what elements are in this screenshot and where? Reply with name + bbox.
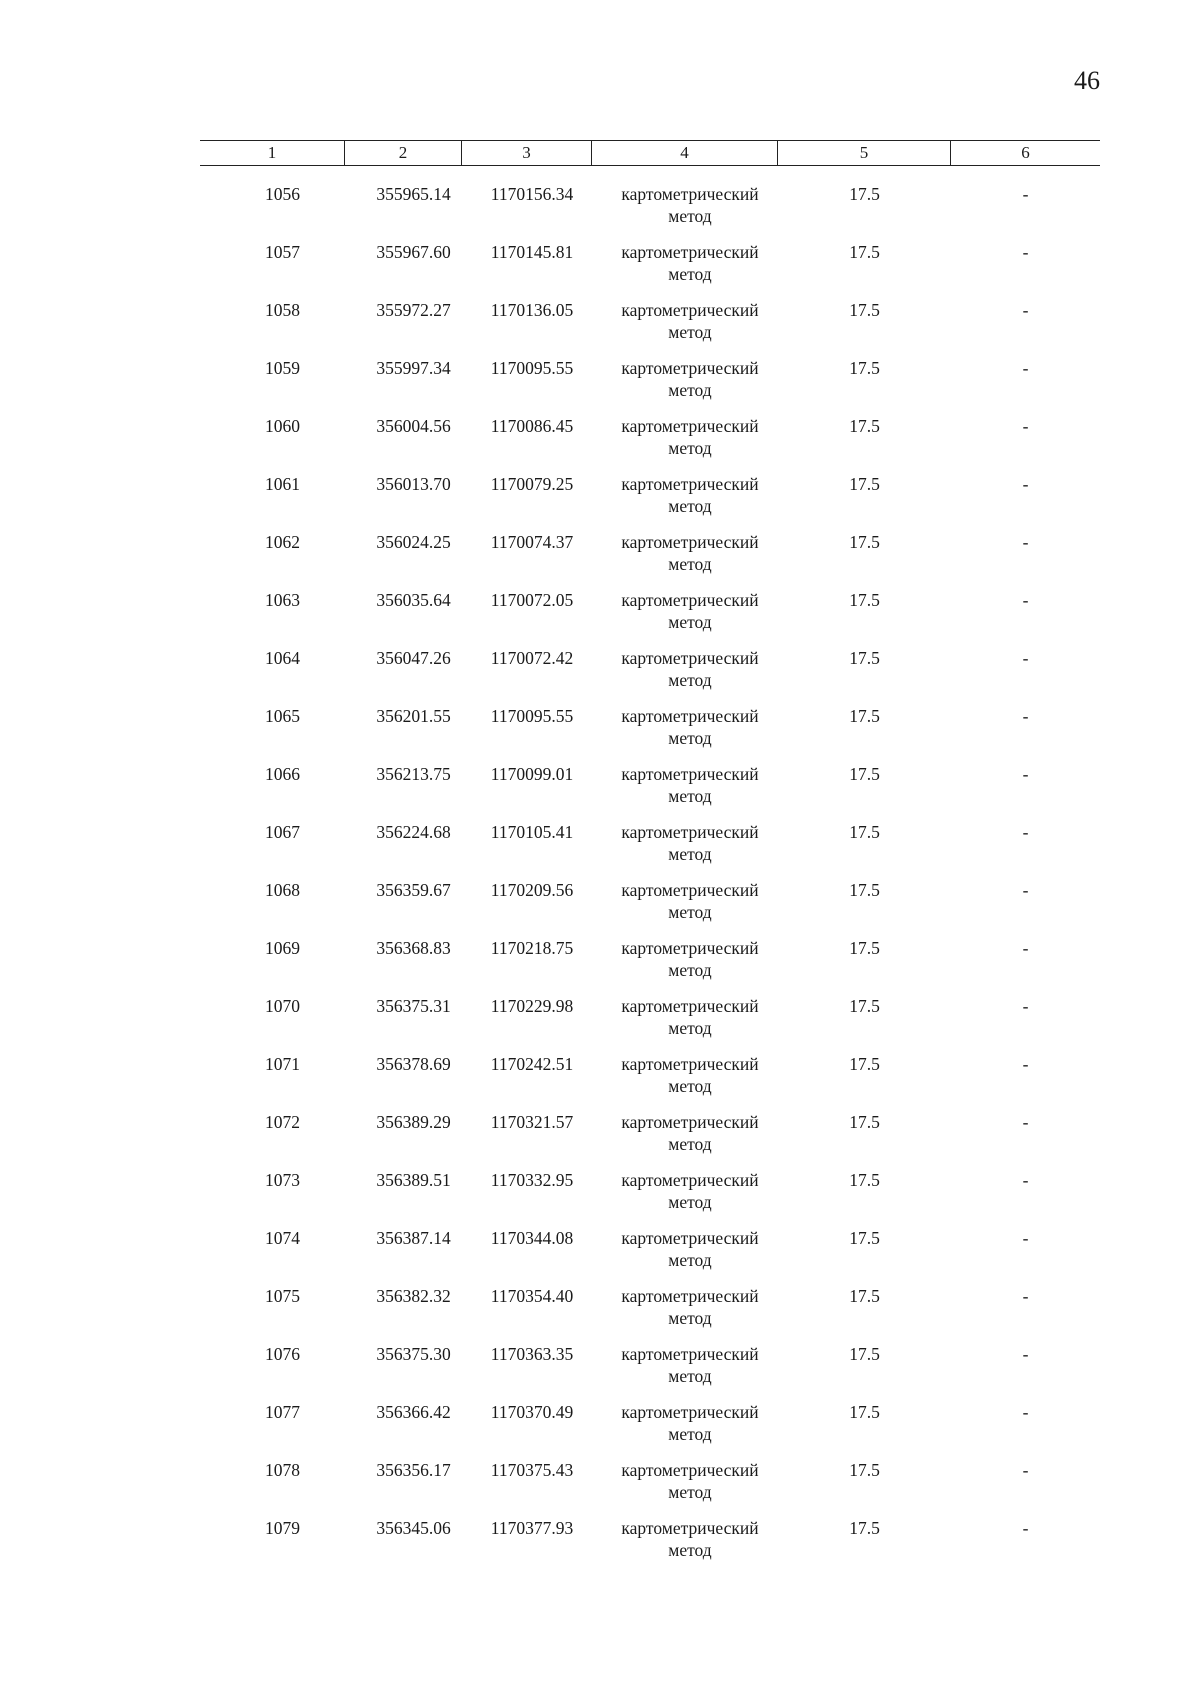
y-coordinate-cell: 1170072.05 (490, 590, 574, 610)
method-line-2: метод (668, 438, 712, 458)
method-line-2: метод (668, 1250, 712, 1270)
table-row (200, 1169, 1100, 1227)
note-cell: - (1022, 532, 1029, 552)
table-row (200, 415, 1100, 473)
point-number-cell: 1074 (265, 1228, 300, 1248)
column-header-1: 1 (200, 141, 345, 165)
accuracy-cell: 17.5 (849, 358, 880, 378)
method-line-2: метод (668, 844, 712, 864)
point-number-cell: 1062 (265, 532, 300, 552)
note-cell: - (1022, 938, 1029, 958)
y-coordinate-cell: 1170136.05 (490, 300, 574, 320)
method-line-2: метод (668, 554, 712, 574)
method-line-1: картометрический (621, 1402, 759, 1422)
y-coordinate-cell: 1170332.95 (490, 1170, 574, 1190)
method-cell (592, 647, 778, 705)
accuracy-cell: 17.5 (849, 648, 880, 668)
method-line-1: картометрический (621, 822, 759, 842)
method-line-2: метод (668, 1540, 712, 1560)
x-coordinate-cell: 355997.34 (376, 358, 451, 378)
method-line-1: картометрический (621, 1170, 759, 1190)
column-header-4: 4 (592, 141, 778, 165)
method-line-1: картометрический (621, 300, 759, 320)
note-cell: - (1022, 1344, 1029, 1364)
point-number-cell: 1061 (265, 474, 300, 494)
method-line-1: картометрический (621, 706, 759, 726)
method-cell (592, 183, 778, 241)
method-cell (592, 241, 778, 299)
table-row (200, 937, 1100, 995)
table-row (200, 647, 1100, 705)
method-line-1: картометрический (621, 532, 759, 552)
note-cell: - (1022, 1402, 1029, 1422)
y-coordinate-cell: 1170079.25 (490, 474, 574, 494)
method-line-1: картометрический (621, 1460, 759, 1480)
note-cell: - (1022, 1518, 1029, 1538)
y-coordinate-cell: 1170086.45 (490, 416, 574, 436)
y-coordinate-cell: 1170321.57 (490, 1112, 574, 1132)
method-line-2: метод (668, 1366, 712, 1386)
method-line-1: картометрический (621, 590, 759, 610)
method-line-1: картометрический (621, 880, 759, 900)
method-line-2: метод (668, 612, 712, 632)
point-number-cell: 1063 (265, 590, 300, 610)
note-cell: - (1022, 474, 1029, 494)
table-row (200, 299, 1100, 357)
method-cell (592, 705, 778, 763)
table-row (200, 183, 1100, 241)
note-cell: - (1022, 1170, 1029, 1190)
y-coordinate-cell: 1170377.93 (490, 1518, 574, 1538)
point-number-cell: 1070 (265, 996, 300, 1016)
x-coordinate-cell: 356013.70 (376, 474, 451, 494)
method-cell (592, 357, 778, 415)
note-cell: - (1022, 1054, 1029, 1074)
x-coordinate-cell: 356224.68 (376, 822, 451, 842)
x-coordinate-cell: 356047.26 (376, 648, 451, 668)
method-line-2: метод (668, 786, 712, 806)
table-row (200, 1401, 1100, 1459)
method-cell (592, 1053, 778, 1111)
note-cell: - (1022, 1286, 1029, 1306)
accuracy-cell: 17.5 (849, 822, 880, 842)
method-cell (592, 879, 778, 937)
note-cell: - (1022, 880, 1029, 900)
method-cell (592, 1343, 778, 1401)
y-coordinate-cell: 1170074.37 (490, 532, 574, 552)
point-number-cell: 1066 (265, 764, 300, 784)
note-cell: - (1022, 300, 1029, 320)
method-cell (592, 1285, 778, 1343)
x-coordinate-cell: 356387.14 (376, 1228, 451, 1248)
method-line-2: метод (668, 264, 712, 284)
y-coordinate-cell: 1170095.55 (490, 706, 574, 726)
column-header-3: 3 (462, 141, 592, 165)
method-cell (592, 589, 778, 647)
note-cell: - (1022, 822, 1029, 842)
method-line-1: картометрический (621, 1228, 759, 1248)
x-coordinate-cell: 356024.25 (376, 532, 451, 552)
accuracy-cell: 17.5 (849, 764, 880, 784)
y-coordinate-cell: 1170242.51 (490, 1054, 574, 1074)
accuracy-cell: 17.5 (849, 706, 880, 726)
x-coordinate-cell: 355965.14 (376, 184, 451, 204)
x-coordinate-cell: 356375.31 (376, 996, 451, 1016)
method-line-1: картометрический (621, 242, 759, 262)
table-row (200, 821, 1100, 879)
table-row (200, 1343, 1100, 1401)
x-coordinate-cell: 356035.64 (376, 590, 451, 610)
table-row (200, 879, 1100, 937)
accuracy-cell: 17.5 (849, 1228, 880, 1248)
table-row (200, 1227, 1100, 1285)
accuracy-cell: 17.5 (849, 416, 880, 436)
y-coordinate-cell: 1170370.49 (490, 1402, 574, 1422)
accuracy-cell: 17.5 (849, 1402, 880, 1422)
accuracy-cell: 17.5 (849, 1460, 880, 1480)
note-cell: - (1022, 996, 1029, 1016)
x-coordinate-cell: 356359.67 (376, 880, 451, 900)
note-cell: - (1022, 242, 1029, 262)
accuracy-cell: 17.5 (849, 1518, 880, 1538)
method-line-2: метод (668, 1482, 712, 1502)
point-number-cell: 1077 (265, 1402, 300, 1422)
point-number-cell: 1056 (265, 184, 300, 204)
table-row (200, 241, 1100, 299)
point-number-cell: 1065 (265, 706, 300, 726)
method-line-2: метод (668, 960, 712, 980)
y-coordinate-cell: 1170072.42 (490, 648, 574, 668)
method-line-2: метод (668, 1076, 712, 1096)
table-row (200, 473, 1100, 531)
accuracy-cell: 17.5 (849, 184, 880, 204)
note-cell: - (1022, 358, 1029, 378)
x-coordinate-cell: 355972.27 (376, 300, 451, 320)
method-cell (592, 937, 778, 995)
note-cell: - (1022, 1112, 1029, 1132)
y-coordinate-cell: 1170145.81 (490, 242, 574, 262)
note-cell: - (1022, 416, 1029, 436)
method-cell (592, 415, 778, 473)
note-cell: - (1022, 184, 1029, 204)
accuracy-cell: 17.5 (849, 1344, 880, 1364)
y-coordinate-cell: 1170375.43 (490, 1460, 574, 1480)
column-header-6: 6 (1021, 143, 1030, 162)
method-line-2: метод (668, 1018, 712, 1038)
method-cell (592, 531, 778, 589)
y-coordinate-cell: 1170363.35 (490, 1344, 574, 1364)
method-line-2: метод (668, 1192, 712, 1212)
y-coordinate-cell: 1170354.40 (490, 1286, 574, 1306)
accuracy-cell: 17.5 (849, 938, 880, 958)
x-coordinate-cell: 356356.17 (376, 1460, 451, 1480)
point-number-cell: 1059 (265, 358, 300, 378)
method-line-2: метод (668, 496, 712, 516)
accuracy-cell: 17.5 (849, 532, 880, 552)
method-line-2: метод (668, 1308, 712, 1328)
point-number-cell: 1075 (265, 1286, 300, 1306)
y-coordinate-cell: 1170218.75 (490, 938, 574, 958)
accuracy-cell: 17.5 (849, 242, 880, 262)
point-number-cell: 1071 (265, 1054, 300, 1074)
method-line-2: метод (668, 1424, 712, 1444)
method-line-1: картометрический (621, 996, 759, 1016)
point-number-cell: 1067 (265, 822, 300, 842)
note-cell: - (1022, 648, 1029, 668)
method-line-2: метод (668, 670, 712, 690)
note-cell: - (1022, 1228, 1029, 1248)
accuracy-cell: 17.5 (849, 590, 880, 610)
x-coordinate-cell: 356368.83 (376, 938, 451, 958)
note-cell: - (1022, 706, 1029, 726)
table-row (200, 357, 1100, 415)
y-coordinate-cell: 1170099.01 (490, 764, 574, 784)
x-coordinate-cell: 356378.69 (376, 1054, 451, 1074)
accuracy-cell: 17.5 (849, 1170, 880, 1190)
x-coordinate-cell: 356389.51 (376, 1170, 451, 1190)
x-coordinate-cell: 356382.32 (376, 1286, 451, 1306)
method-line-2: метод (668, 322, 712, 342)
table-header (200, 140, 1100, 166)
x-coordinate-cell: 356366.42 (376, 1402, 451, 1422)
method-cell (592, 1227, 778, 1285)
accuracy-cell: 17.5 (849, 1112, 880, 1132)
table-row (200, 1285, 1100, 1343)
table-row (200, 1459, 1100, 1517)
note-cell: - (1022, 590, 1029, 610)
method-cell (592, 821, 778, 879)
method-line-1: картометрический (621, 1112, 759, 1132)
column-header-2: 2 (345, 141, 462, 165)
point-number-cell: 1058 (265, 300, 300, 320)
method-line-2: метод (668, 380, 712, 400)
table-body (200, 183, 1100, 1575)
method-line-1: картометрический (621, 1286, 759, 1306)
accuracy-cell: 17.5 (849, 996, 880, 1016)
method-cell (592, 299, 778, 357)
method-line-1: картометрический (621, 358, 759, 378)
table-row (200, 1517, 1100, 1575)
column-header-5: 5 (778, 141, 951, 165)
x-coordinate-cell: 356213.75 (376, 764, 451, 784)
point-number-cell: 1068 (265, 880, 300, 900)
y-coordinate-cell: 1170229.98 (490, 996, 574, 1016)
table-row (200, 1053, 1100, 1111)
y-coordinate-cell: 1170209.56 (490, 880, 574, 900)
method-line-2: метод (668, 728, 712, 748)
point-number-cell: 1072 (265, 1112, 300, 1132)
point-number-cell: 1060 (265, 416, 300, 436)
method-cell (592, 1169, 778, 1227)
method-line-1: картометрический (621, 416, 759, 436)
method-line-1: картометрический (621, 474, 759, 494)
x-coordinate-cell: 356375.30 (376, 1344, 451, 1364)
method-line-1: картометрический (621, 1054, 759, 1074)
method-line-2: метод (668, 1134, 712, 1154)
method-cell (592, 1517, 778, 1575)
accuracy-cell: 17.5 (849, 1054, 880, 1074)
note-cell: - (1022, 764, 1029, 784)
table-row (200, 589, 1100, 647)
point-number-cell: 1057 (265, 242, 300, 262)
point-number-cell: 1073 (265, 1170, 300, 1190)
accuracy-cell: 17.5 (849, 300, 880, 320)
y-coordinate-cell: 1170156.34 (490, 184, 574, 204)
method-cell (592, 995, 778, 1053)
table-row (200, 1111, 1100, 1169)
method-line-1: картометрический (621, 648, 759, 668)
accuracy-cell: 17.5 (849, 474, 880, 494)
method-line-1: картометрический (621, 764, 759, 784)
method-line-1: картометрический (621, 1518, 759, 1538)
method-cell (592, 473, 778, 531)
page-number: 46 (1074, 66, 1100, 95)
method-cell (592, 1111, 778, 1169)
point-number-cell: 1064 (265, 648, 300, 668)
point-number-cell: 1069 (265, 938, 300, 958)
x-coordinate-cell: 356389.29 (376, 1112, 451, 1132)
point-number-cell: 1076 (265, 1344, 300, 1364)
accuracy-cell: 17.5 (849, 1286, 880, 1306)
method-cell (592, 763, 778, 821)
y-coordinate-cell: 1170344.08 (490, 1228, 574, 1248)
y-coordinate-cell: 1170105.41 (490, 822, 574, 842)
method-line-1: картометрический (621, 184, 759, 204)
accuracy-cell: 17.5 (849, 880, 880, 900)
x-coordinate-cell: 356201.55 (376, 706, 451, 726)
x-coordinate-cell: 356004.56 (376, 416, 451, 436)
table-row (200, 995, 1100, 1053)
x-coordinate-cell: 356345.06 (376, 1518, 451, 1538)
point-number-cell: 1078 (265, 1460, 300, 1480)
method-line-1: картометрический (621, 938, 759, 958)
y-coordinate-cell: 1170095.55 (490, 358, 574, 378)
point-number-cell: 1079 (265, 1518, 300, 1538)
table-row (200, 531, 1100, 589)
x-coordinate-cell: 355967.60 (376, 242, 451, 262)
method-cell (592, 1401, 778, 1459)
method-cell (592, 1459, 778, 1517)
note-cell: - (1022, 1460, 1029, 1480)
table-row (200, 705, 1100, 763)
table-row (200, 763, 1100, 821)
method-line-2: метод (668, 206, 712, 226)
method-line-1: картометрический (621, 1344, 759, 1364)
method-line-2: метод (668, 902, 712, 922)
